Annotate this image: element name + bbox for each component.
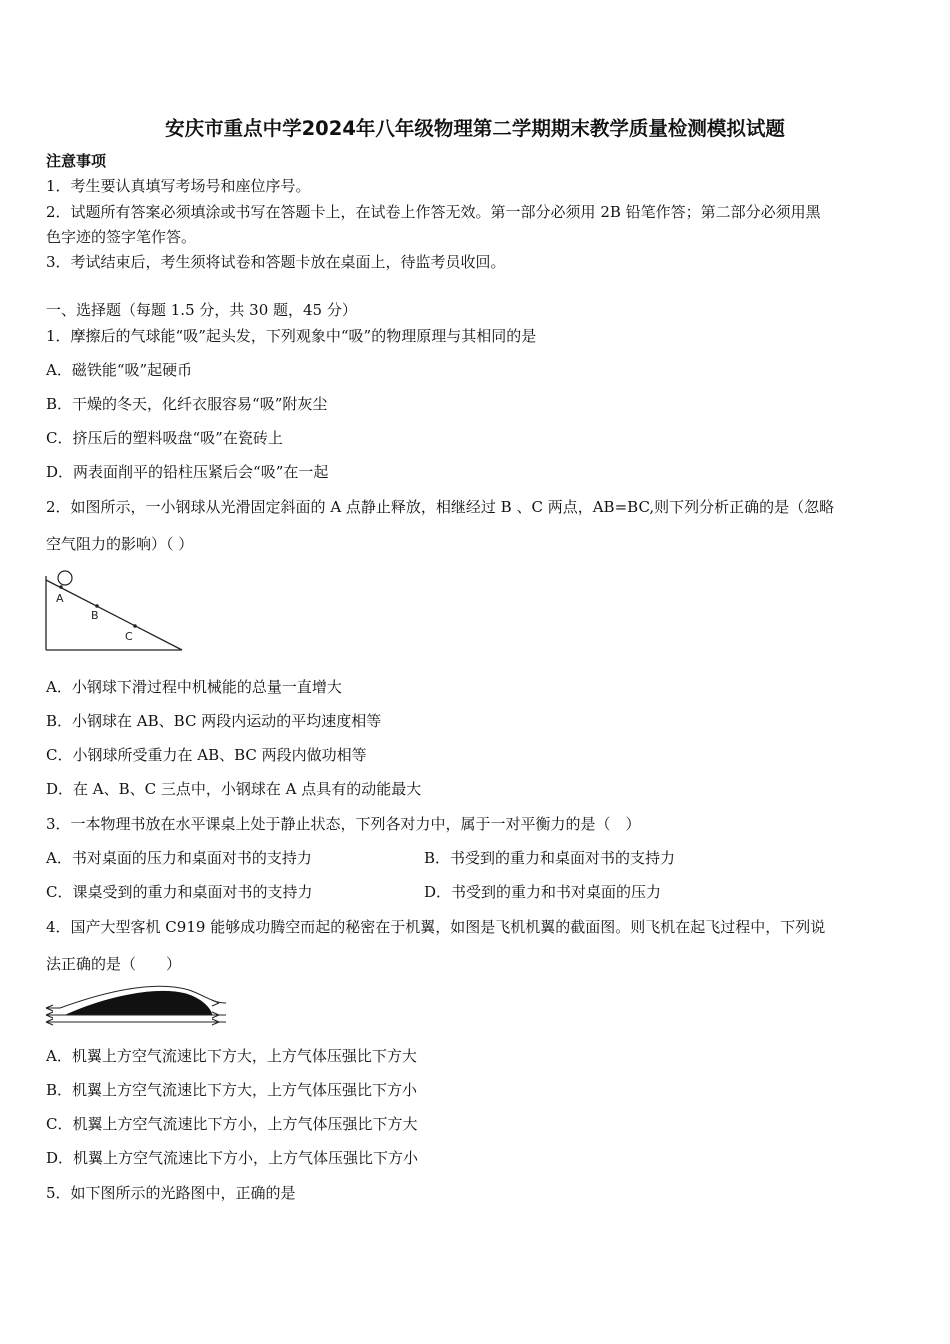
q3-stem: 3．一本物理书放在水平课桌上处于静止状态，下列各对力中，属于一对平衡力的是（ ） <box>46 815 641 833</box>
q4-stem-line2: 法正确的是（ ） <box>46 955 182 973</box>
q1-option-c: C．挤压后的塑料吸盘“吸”在瓷砖上 <box>46 429 283 447</box>
section-heading: 一、选择题（每题 1.5 分，共 30 题，45 分） <box>46 301 357 319</box>
incline-slope <box>46 580 182 650</box>
q4-stem-line1: 4．国产大型客机 C919 能够成功腾空而起的秘密在于机翼，如图是飞机机翼的截面图。则飞机在起飞过程中，下列说 <box>46 918 826 936</box>
steel-ball <box>58 571 72 585</box>
page-title: 安庆市重点中学2024年八年级物理第二学期期末教学质量检测模拟试题 <box>165 117 785 140</box>
label-a: A <box>56 592 64 605</box>
point-c <box>133 624 137 628</box>
q4-option-d: D．机翼上方空气流速比下方小，上方气体压强比下方小 <box>46 1149 419 1167</box>
incline-figure <box>44 570 186 654</box>
notice-heading: 注意事项 <box>46 152 107 170</box>
q2-stem-line2: 空气阻力的影响）（ ） <box>46 535 194 553</box>
q1-stem: 1．摩擦后的气球能“吸”起头发，下列观象中“吸”的物理原理与其相同的是 <box>46 327 537 345</box>
wing-figure <box>44 988 230 1030</box>
label-c: C <box>125 630 133 643</box>
q3-option-b: B．书受到的重力和桌面对书的支持力 <box>424 849 676 867</box>
q3-options-row1 <box>46 848 906 868</box>
q3-options-row2 <box>46 882 906 902</box>
q3-option-c: C．课桌受到的重力和桌面对书的支持力 <box>46 883 313 901</box>
q1-option-b: B．干燥的冬天，化纤衣服容易“吸”附灰尘 <box>46 395 328 413</box>
notice-item-3: 3．考试结束后，考生须将试卷和答题卡放在桌面上，待监考员收回。 <box>46 253 506 271</box>
point-b <box>95 604 99 608</box>
q3-option-d: D．书受到的重力和书对桌面的压力 <box>424 883 662 901</box>
q2-option-c: C．小钢球所受重力在 AB、BC 两段内做功相等 <box>46 746 367 764</box>
q2-option-b: B．小钢球在 AB、BC 两段内运动的平均速度相等 <box>46 712 382 730</box>
q1-option-a: A．磁铁能“吸”起硬币 <box>46 361 193 379</box>
wing-airfoil <box>66 991 212 1015</box>
label-b: B <box>91 609 99 622</box>
q2-option-a: A．小钢球下滑过程中机械能的总量一直增大 <box>46 678 342 696</box>
notice-item-1: 1．考生要认真填写考场号和座位序号。 <box>46 177 311 195</box>
q4-option-a: A．机翼上方空气流速比下方大，上方气体压强比下方大 <box>46 1047 417 1065</box>
point-a <box>59 585 63 589</box>
q3-option-a: A．书对桌面的压力和桌面对书的支持力 <box>46 849 312 867</box>
notice-item-2: 2．试题所有答案必须填涂或书写在答题卡上，在试卷上作答无效。第一部分必须用 2B 铅笔作答；第二部分必须用黑 <box>46 203 821 221</box>
q4-option-b: B．机翼上方空气流速比下方大，上方气体压强比下方小 <box>46 1081 418 1099</box>
q4-option-c: C．机翼上方空气流速比下方小，上方气体压强比下方大 <box>46 1115 418 1133</box>
q2-option-d: D．在 A、B、C 三点中，小钢球在 A 点具有的动能最大 <box>46 780 422 798</box>
q5-stem: 5．如下图所示的光路图中，正确的是 <box>46 1184 296 1202</box>
q1-option-d: D．两表面削平的铅柱压紧后会“吸”在一起 <box>46 463 329 481</box>
q2-stem-line1: 2．如图所示，一小钢球从光滑固定斜面的 A 点静止释放，相继经过 B 、C 两点，AB=BC,则下列分析正确的是（忽略 <box>46 498 835 516</box>
notice-item-2-cont: 色字迹的签字笔作答。 <box>46 228 197 246</box>
